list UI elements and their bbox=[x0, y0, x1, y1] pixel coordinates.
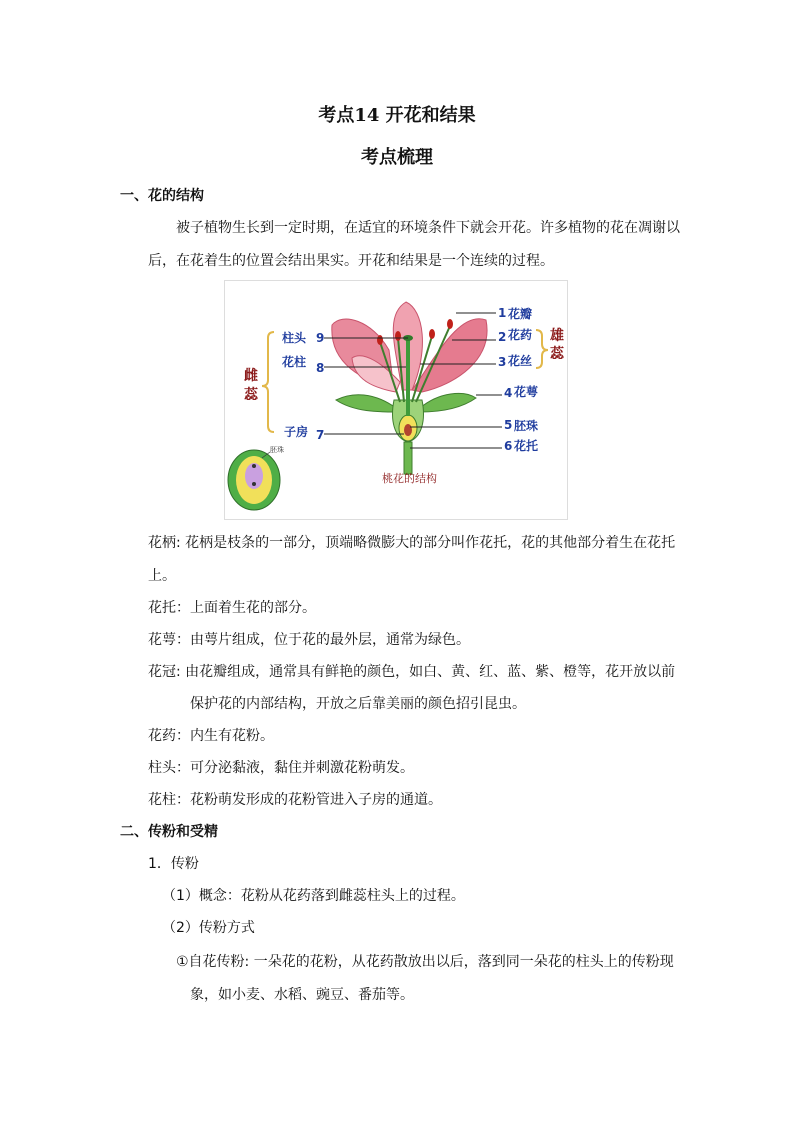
section-heading-flower-structure: 一、花的结构 bbox=[120, 188, 204, 204]
label-num-3: 3 bbox=[498, 355, 507, 369]
intro-paragraph-line1: 被子植物生长到一定时期，在适宜的环境条件下就会开花。许多植物的花在凋谢以 bbox=[176, 220, 680, 236]
style-drawing bbox=[406, 340, 410, 416]
intro-paragraph-line2: 后，在花着生的位置会结出果实。开花和结果是一个连续的过程。 bbox=[148, 253, 554, 269]
label-style: 花柱 bbox=[282, 355, 307, 369]
definition-huabing-line1: 花柄: 花柄是枝条的一部分，顶端略微膨大的部分叫作花托，花的其他部分着生在花托 bbox=[148, 535, 676, 551]
definition-huaguan-line2: 保护花的内部结构，开放之后靠美丽的颜色招引昆虫。 bbox=[190, 696, 526, 712]
label-num-8: 8 bbox=[316, 361, 325, 375]
label-num-1: 1 bbox=[498, 306, 507, 320]
label-num-9: 9 bbox=[316, 331, 325, 345]
page-subtitle: 考点梳理 bbox=[361, 147, 433, 168]
figure-caption: 桃花的结构 bbox=[382, 472, 437, 485]
label-receptacle: 花托 bbox=[514, 439, 539, 453]
definition-huae: 花萼：由萼片组成，位于花的最外层，通常为绿色。 bbox=[148, 632, 470, 648]
peach-flower-diagram bbox=[224, 280, 568, 520]
label-stamen-1: 雄 bbox=[550, 328, 564, 344]
label-petal: 花瓣 bbox=[508, 307, 533, 321]
label-ovule: 胚珠 bbox=[514, 419, 539, 433]
self-pollination-line1: ①自花传粉: 一朵花的花粉，从花药散放出以后，落到同一朵花的柱头上的传粉现 bbox=[176, 954, 674, 970]
label-num-4: 4 bbox=[504, 386, 513, 400]
self-pollination-line2: 象，如小麦、水稻、豌豆、番茄等。 bbox=[190, 987, 414, 1003]
section-heading-pollination: 二、传粉和受精 bbox=[120, 824, 218, 840]
item-concept: （1）概念：花粉从花药落到雌蕊柱头上的过程。 bbox=[162, 888, 465, 904]
subheading-pollination: 1．传粉 bbox=[148, 856, 199, 872]
label-pistil-1: 雌 bbox=[244, 368, 258, 384]
definition-zhutou: 柱头：可分泌黏液，黏住并刺激花粉萌发。 bbox=[148, 760, 414, 776]
definition-huabing-line2: 上。 bbox=[148, 568, 176, 584]
page-title: 考点14 开花和结果 bbox=[318, 105, 476, 126]
definition-huayao: 花药：内生有花粉。 bbox=[148, 728, 274, 744]
inset-label-ovule: 胚珠 bbox=[270, 446, 284, 454]
label-pistil-2: 蕊 bbox=[244, 387, 258, 403]
label-stamen-2: 蕊 bbox=[550, 346, 564, 362]
label-num-2: 2 bbox=[498, 330, 507, 344]
definition-huaguan-line1: 花冠: 由花瓣组成，通常具有鲜艳的颜色，如白、黄、红、蓝、紫、橙等，花开放以前 bbox=[148, 664, 676, 680]
label-stigma: 柱头 bbox=[282, 331, 307, 345]
label-num-5: 5 bbox=[504, 418, 513, 432]
label-num-6: 6 bbox=[504, 439, 513, 453]
label-filament: 花丝 bbox=[508, 354, 533, 368]
definition-huatuo: 花托：上面着生花的部分。 bbox=[148, 600, 316, 616]
item-methods: （2）传粉方式 bbox=[162, 920, 255, 936]
label-sepal: 花萼 bbox=[514, 385, 539, 399]
definition-huazhu: 花柱：花粉萌发形成的花粉管进入子房的通道。 bbox=[148, 792, 442, 808]
label-anther: 花药 bbox=[508, 328, 533, 342]
label-num-7: 7 bbox=[316, 428, 325, 442]
label-ovary: 子房 bbox=[284, 425, 309, 439]
